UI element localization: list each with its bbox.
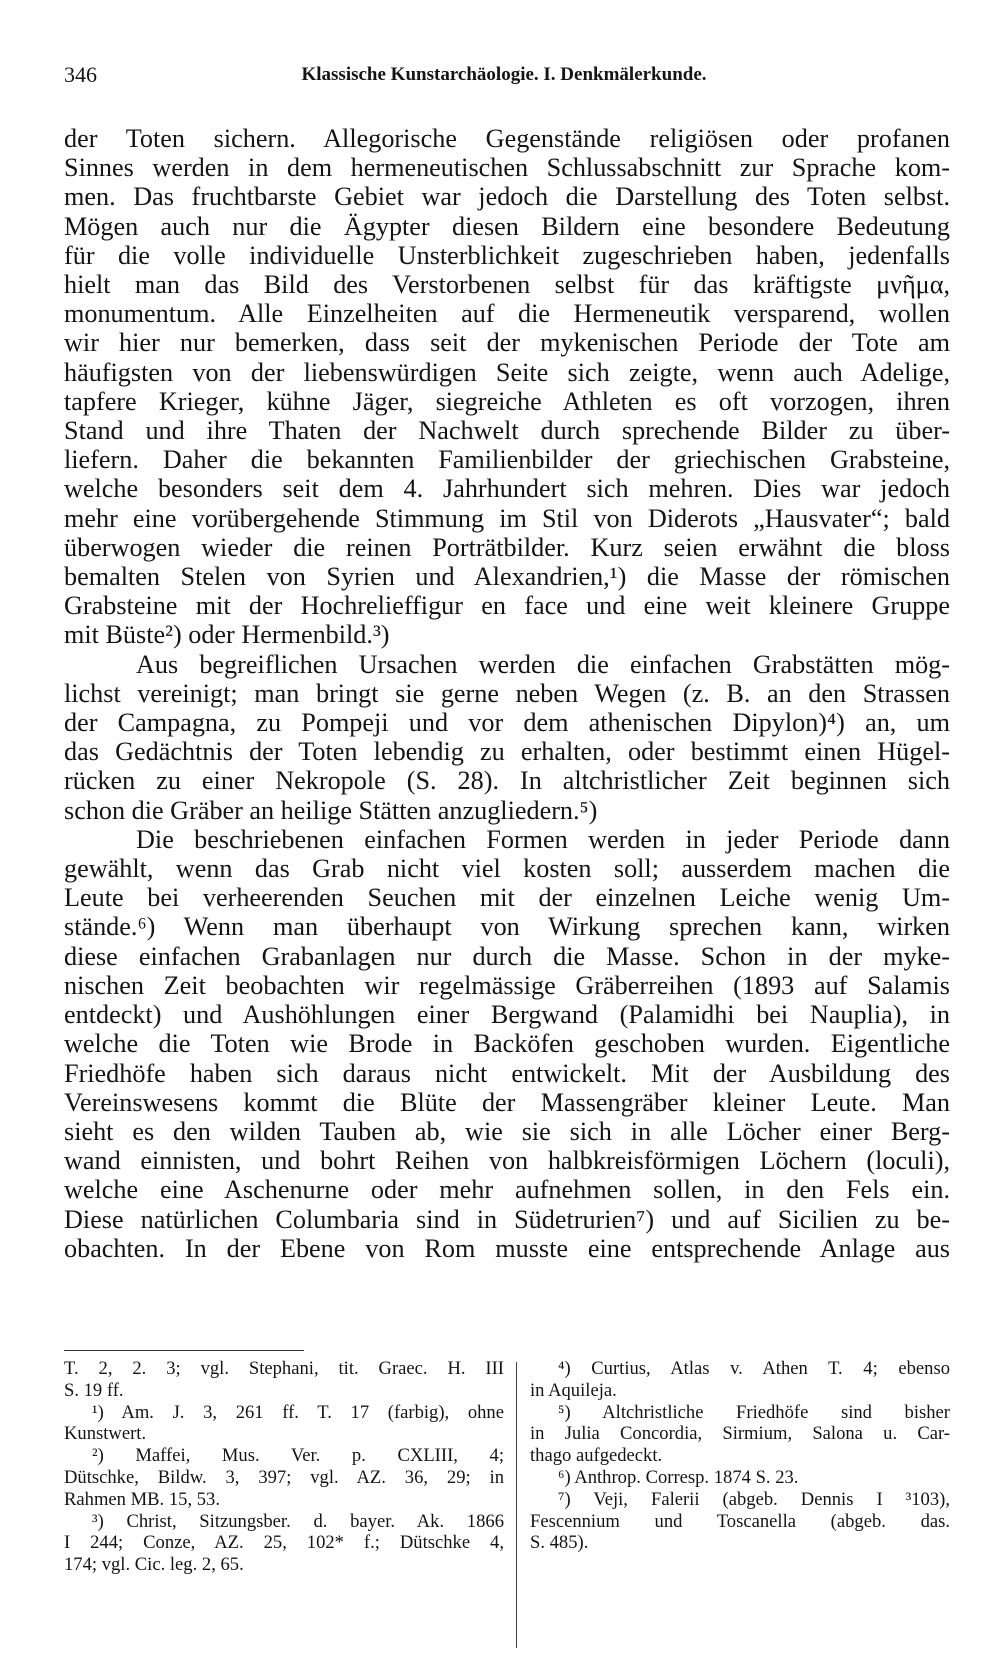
body-text-line: mit Büste²) oder Hermenbild.³)	[64, 620, 390, 650]
body-text-line: stände.⁶) Wenn man überhaupt von Wirkung sprechen kann, wirken	[64, 912, 950, 942]
body-text-line: nischen Zeit beobachten wir regelmässige Gräberreihen (1893 auf Salamis	[64, 970, 950, 1000]
footnote-line: T. 2, 2. 3; vgl. Stephani, tit. Graec. H. III	[64, 1358, 504, 1379]
footnote-line: ⁴) Curtius, Atlas v. Athen T. 4; ebenso	[558, 1358, 950, 1379]
body-text-line: sieht es den wilden Tauben ab, wie sie sich in alle Löcher einer Berg-	[64, 1116, 950, 1146]
footnote-line: Kunstwert.	[64, 1423, 147, 1445]
footnote-line: ²) Maffei, Mus. Ver. p. CXLIII, 4;	[92, 1445, 504, 1467]
body-text-line: wand einnisten, und bohrt Reihen von halbkreisförmigen Löchern (loculi),	[64, 1146, 950, 1176]
footnote-line: Rahmen MB. 15, 53.	[64, 1488, 220, 1510]
body-text-line: tapfere Krieger, kühne Jäger, siegreiche Athleten es oft vorzogen, ihren	[64, 386, 950, 416]
body-text-line: Leute bei verheerenden Seuchen mit der einzelnen Leiche wenig Um-	[64, 883, 950, 913]
footnote-line: ⁶) Anthrop. Corresp. 1874 S. 23.	[558, 1466, 799, 1488]
footnotes-left-column	[64, 1358, 504, 1576]
body-text-line: der Campagna, zu Pompeji und vor dem athenischen Dipylon)⁴) an, um	[64, 708, 950, 738]
body-text-line: Sinnes werden in dem hermeneutischen Schlussabschnitt zur Sprache kom-	[64, 153, 950, 183]
footnote-line: in Julia Concordia, Sirmium, Salona u. Car-	[530, 1423, 950, 1445]
body-text-line: diese einfachen Grabanlagen nur durch die Masse. Schon in der myke-	[64, 941, 950, 971]
body-text-line: bemalten Stelen von Syrien und Alexandrien,¹) die Masse der römischen	[64, 562, 950, 592]
body-text-line: für die volle individuelle Unsterblichkeit zugeschrieben haben, jedenfalls	[64, 240, 950, 270]
body-text-line: schon die Gräber an heilige Stätten anzugliedern.⁵)	[64, 795, 598, 825]
footnote-line: ¹) Am. J. 3, 261 ff. T. 17 (farbig), ohne	[92, 1401, 504, 1423]
footnote-line: ⁷) Veji, Falerii (abgeb. Dennis I ³103),	[558, 1488, 950, 1510]
page-header	[64, 62, 944, 92]
body-text-line: men. Das fruchtbarste Gebiet war jedoch die Darstellung des Toten selbst.	[64, 182, 950, 212]
body-text-line: Mögen auch nur die Ägypter diesen Bildern eine besondere Bedeutung	[64, 211, 950, 241]
footnote-line: Dütschke, Bildw. 3, 397; vgl. AZ. 36, 29; in	[64, 1466, 504, 1488]
body-text-line: Die beschriebenen einfachen Formen werden in jeder Periode dann	[136, 824, 950, 854]
body-text-line: wir hier nur bemerken, dass seit der mykenischen Periode der Tote am	[64, 328, 950, 358]
body-text-line: Friedhöfe haben sich daraus nicht entwickelt. Mit der Ausbildung des	[64, 1058, 950, 1088]
footnote-line: ³) Christ, Sitzungsber. d. bayer. Ak. 1866	[92, 1510, 504, 1532]
body-text-line: lichst vereinigt; man bringt sie gerne neben Wegen (z. B. an den Strassen	[64, 678, 950, 708]
body-text-line: hielt man das Bild des Verstorbenen selbst für das kräftigste μνῆμα,	[64, 270, 950, 300]
body-text-line: rücken zu einer Nekropole (S. 28). In altchristlicher Zeit beginnen sich	[64, 766, 950, 796]
main-text	[64, 124, 950, 1263]
body-text-line: welche besonders seit dem 4. Jahrhundert sich mehren. Dies war jedoch	[64, 474, 950, 504]
footnote-line: ⁵) Altchristliche Friedhöfe sind bisher	[558, 1401, 950, 1423]
body-text-line: welche die Toten wie Brode in Backöfen geschoben wurden. Eigentliche	[64, 1029, 950, 1059]
body-text-line: der Toten sichern. Allegorische Gegenstände religiösen oder profanen	[64, 124, 950, 153]
footnotes-right-column	[530, 1358, 950, 1554]
footnote-line: 174; vgl. Cic. leg. 2, 65.	[64, 1554, 244, 1576]
body-text-line: Grabsteine mit der Hochrelieffigur en face und eine weit kleinere Gruppe	[64, 591, 950, 621]
footnote-line: in Aquileja.	[530, 1379, 617, 1401]
body-text-line: mehr eine vorübergehende Stimmung im Stil von Diderots „Hausvater“; bald	[64, 503, 950, 533]
body-text-line: häufigsten von der liebenswürdigen Seite sich zeigte, wenn auch Adelige,	[64, 357, 950, 387]
footnote-line: S. 485).	[530, 1532, 589, 1554]
body-text-line: das Gedächtnis der Toten lebendig zu erhalten, oder bestimmt einen Hügel-	[64, 737, 950, 767]
body-text-line: überwogen wieder die reinen Porträtbilder. Kurz seien erwähnt die bloss	[64, 532, 950, 562]
footnote-line: S. 19 ff.	[64, 1379, 124, 1401]
footnote-line: Fescennium und Toscanella (abgeb. das.	[530, 1510, 950, 1532]
body-text-line: gewählt, wenn das Grab nicht viel kosten soll; ausserdem machen die	[64, 854, 950, 884]
body-text-line: Aus begreiflichen Ursachen werden die einfachen Grabstätten mög-	[136, 649, 950, 679]
body-text-line: Stand und ihre Thaten der Nachwelt durch sprechende Bilder zu über-	[64, 416, 950, 446]
footnote-line: I 244; Conze, AZ. 25, 102* f.; Dütschke 4,	[64, 1532, 504, 1554]
body-text-line: obachten. In der Ebene von Rom musste eine entsprechende Anlage aus	[64, 1233, 950, 1263]
footnote-line: thago aufgedeckt.	[530, 1445, 663, 1467]
running-head: Klassische Kunstarchäologie. I. Denkmälerkunde.	[301, 64, 707, 85]
body-text-line: liefern. Daher die bekannten Familienbilder der griechischen Grabsteine,	[64, 445, 950, 475]
body-text-line: Vereinswesens kommt die Blüte der Massengräber kleiner Leute. Man	[64, 1087, 950, 1117]
page-number: 346	[64, 62, 97, 87]
footnote-rule	[64, 1350, 304, 1351]
body-text-line: entdeckt) und Aushöhlungen einer Bergwand (Palamidhi bei Nauplia), in	[64, 1000, 950, 1030]
body-text-line: welche eine Aschenurne oder mehr aufnehmen sollen, in den Fels ein.	[64, 1175, 950, 1205]
body-text-line: monumentum. Alle Einzelheiten auf die Hermeneutik versparend, wollen	[64, 299, 950, 329]
body-text-line: Diese natürlichen Columbaria sind in Südetrurien⁷) und auf Sicilien zu be-	[64, 1204, 950, 1234]
footnote-column-divider	[516, 1362, 517, 1648]
